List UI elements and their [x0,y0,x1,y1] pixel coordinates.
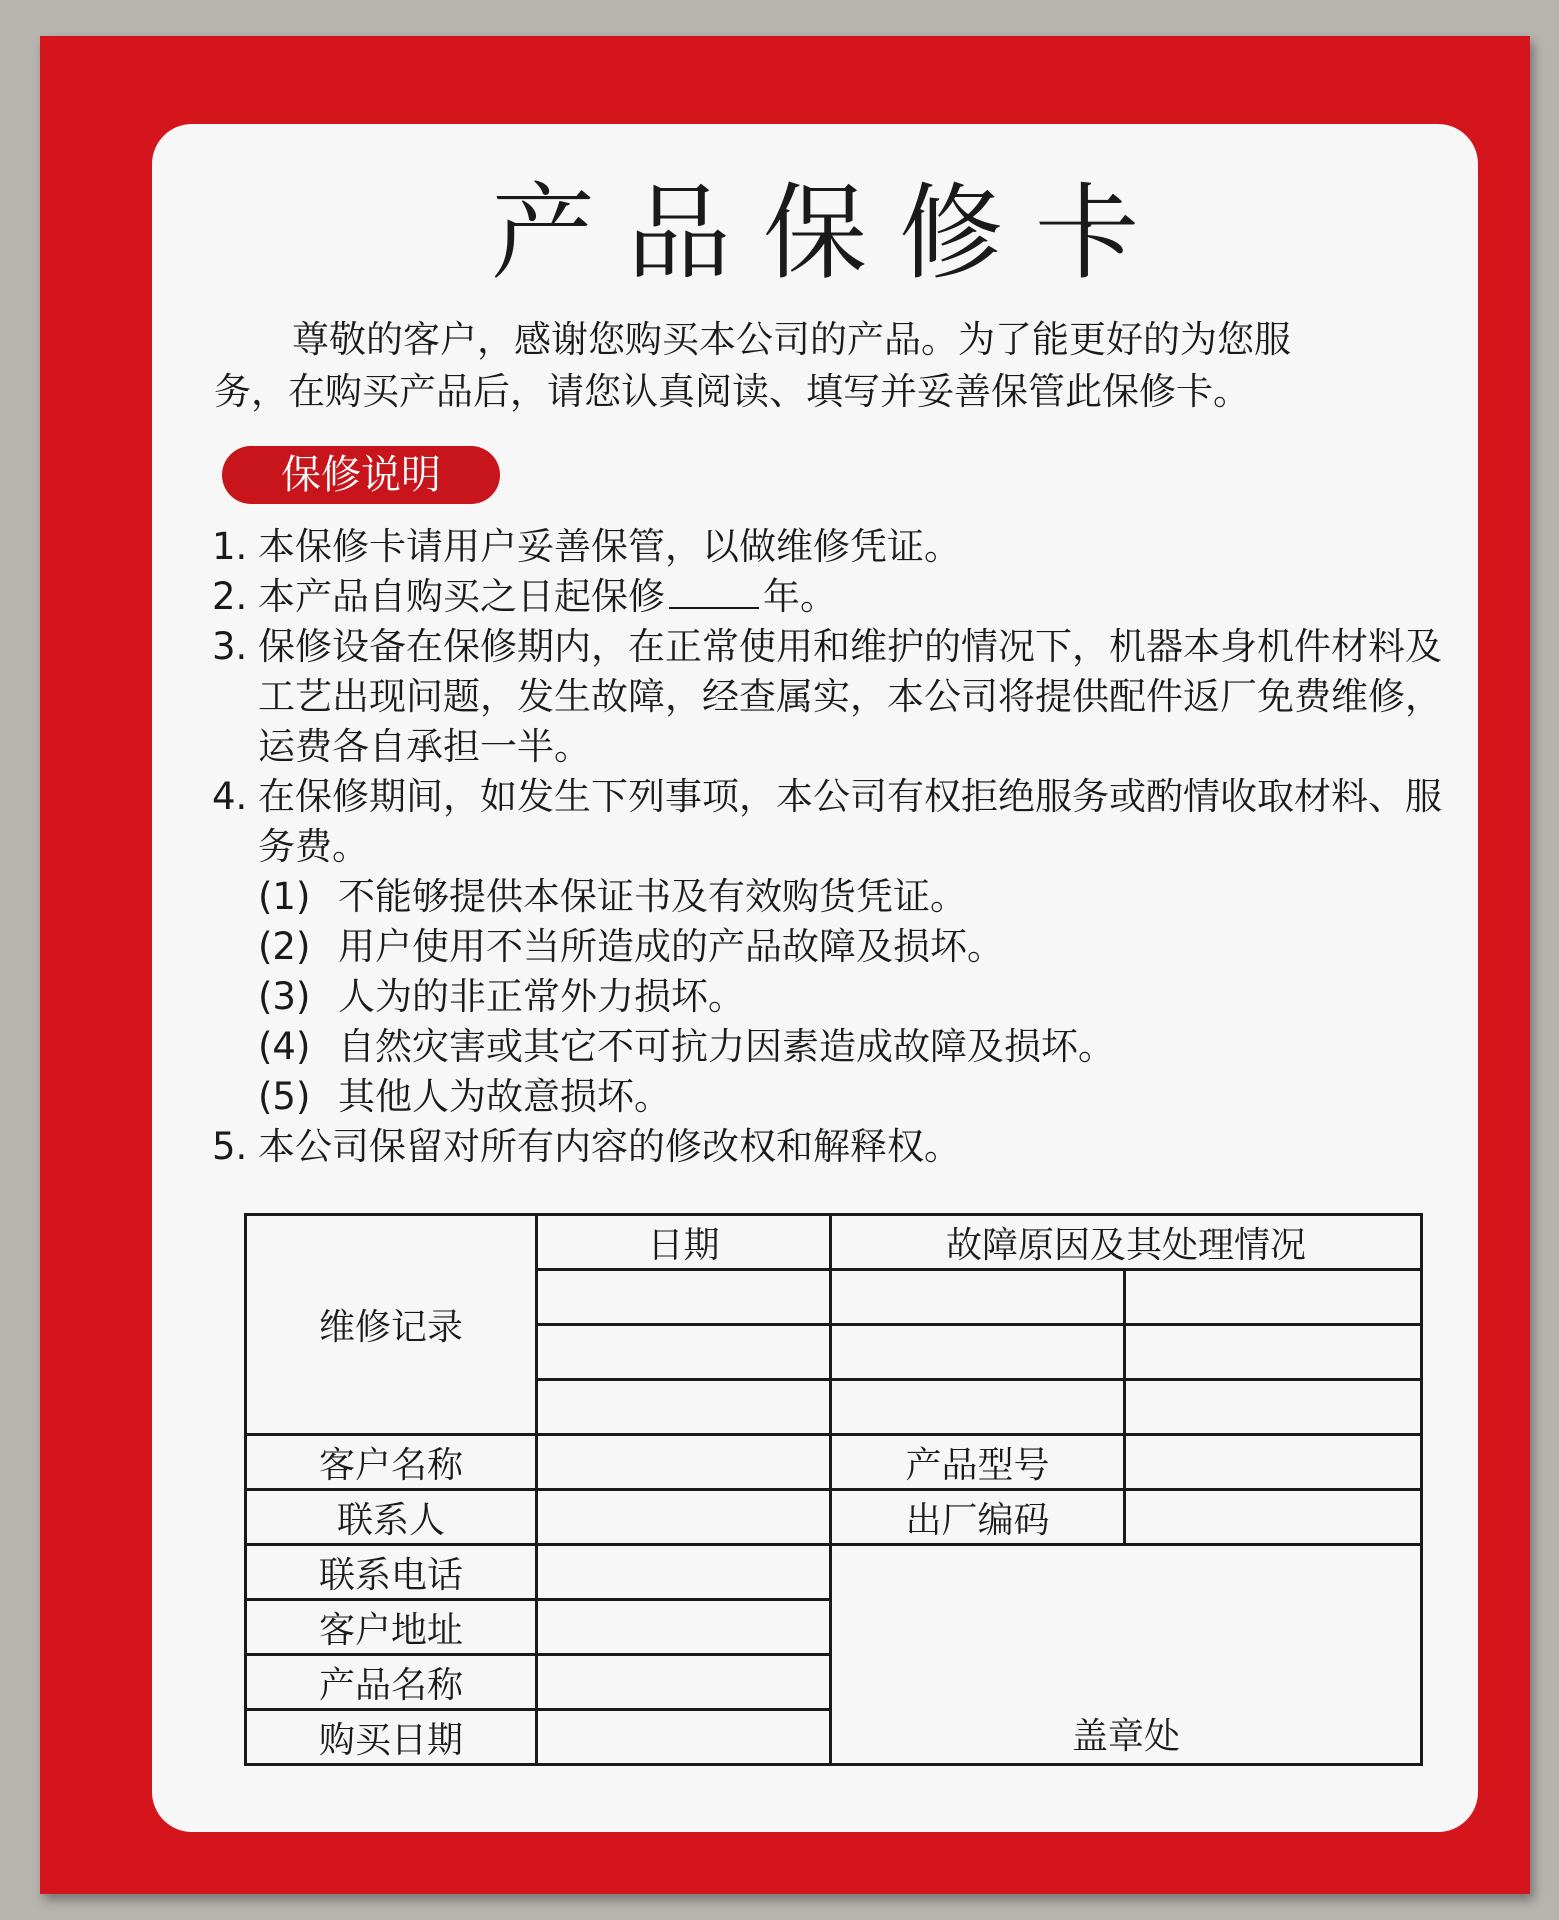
sub-rule-text: 用户使用不当所造成的产品故障及损坏。 [338,925,1004,968]
rule-item [212,772,1452,872]
warranty-card [152,124,1478,1832]
rule-item [212,622,1452,772]
stamp-area: 盖章处 [831,1545,1422,1765]
record-date-cell[interactable] [537,1380,831,1435]
rule-item [212,572,1452,622]
repair-records-label: 维修记录 [246,1215,537,1435]
sub-rule-item [212,872,1452,922]
sub-rule-item [212,1022,1452,1072]
product-name-label: 产品名称 [246,1655,537,1710]
rule-number: 2. [212,575,248,618]
contact-person-label: 联系人 [246,1490,537,1545]
factory-code-field[interactable] [1125,1490,1422,1545]
sub-rule-item [212,972,1452,1022]
contact-phone-field[interactable] [537,1545,831,1600]
fault-cause-header: 故障原因及其处理情况 [831,1215,1422,1270]
product-model-field[interactable] [1125,1435,1422,1490]
record-cause-cell[interactable] [831,1270,1125,1325]
intro-line-1: 尊敬的客户，感谢您购买本公司的产品。为了能更好的为您服 [292,318,1291,361]
product-model-label: 产品型号 [831,1435,1125,1490]
rule-item [212,522,1452,572]
rule-text-after: 年。 [763,575,837,618]
contact-person-field[interactable] [537,1490,831,1545]
intro-paragraph [214,314,1439,418]
record-date-cell[interactable] [537,1325,831,1380]
record-handling-cell[interactable] [1125,1325,1422,1380]
record-date-cell[interactable] [537,1270,831,1325]
intro-line-2: 务，在购买产品后，请您认真阅读、填写并妥善保管此保修卡。 [214,370,1250,413]
customer-address-label: 客户地址 [246,1600,537,1655]
product-name-field[interactable] [537,1655,831,1710]
sub-rule-text: 自然灾害或其它不可抗力因素造成故障及损坏。 [338,1025,1115,1068]
section-badge: 保修说明 [222,446,500,504]
sub-rule-text: 其他人为故意损坏。 [338,1075,671,1118]
sub-rule-number: (1) [258,875,311,918]
rule-text: 本保修卡请用户妥善保管，以做维修凭证。 [258,525,961,568]
warranty-years-blank [669,575,759,609]
date-header: 日期 [537,1215,831,1270]
sub-rule-item [212,922,1452,972]
purchase-date-label: 购买日期 [246,1710,537,1765]
warranty-rules [212,522,1452,1172]
rule-number: 1. [212,525,248,568]
rule-item [212,1122,1452,1172]
sub-rule-number: (4) [258,1025,311,1068]
rule-text: 保修设备在保修期内，在正常使用和维护的情况下，机器本身机件材料及工艺出现问题，发生故障，经查属实，本公司将提供配件返厂免费维修，运费各自承担一半。 [258,625,1442,768]
sub-rule-number: (5) [258,1075,311,1118]
repair-record-table [244,1213,1423,1766]
rule-number: 4. [212,775,248,818]
customer-name-field[interactable] [537,1435,831,1490]
customer-name-label: 客户名称 [246,1435,537,1490]
record-handling-cell[interactable] [1125,1380,1422,1435]
record-cause-cell[interactable] [831,1325,1125,1380]
purchase-date-field[interactable] [537,1710,831,1765]
record-handling-cell[interactable] [1125,1270,1422,1325]
sub-rule-item [212,1072,1452,1122]
rule-text: 在保修期间，如发生下列事项，本公司有权拒绝服务或酌情收取材料、服务费。 [258,775,1442,868]
customer-address-field[interactable] [537,1600,831,1655]
sub-rule-number: (2) [258,925,311,968]
card-red-border [40,36,1530,1894]
sub-rule-number: (3) [258,975,311,1018]
sub-rule-text: 不能够提供本保证书及有效购货凭证。 [338,875,967,918]
rule-text [258,572,1452,622]
rule-number: 5. [212,1125,248,1168]
rule-text: 本公司保留对所有内容的修改权和解释权。 [258,1125,961,1168]
rule-number: 3. [212,625,248,668]
rule-text-before: 本产品自购买之日起保修 [258,575,665,618]
factory-code-label: 出厂编码 [831,1490,1125,1545]
record-cause-cell[interactable] [831,1380,1125,1435]
sub-rule-text: 人为的非正常外力损坏。 [338,975,745,1018]
page-title: 产品保修卡 [490,172,1171,294]
contact-phone-label: 联系电话 [246,1545,537,1600]
